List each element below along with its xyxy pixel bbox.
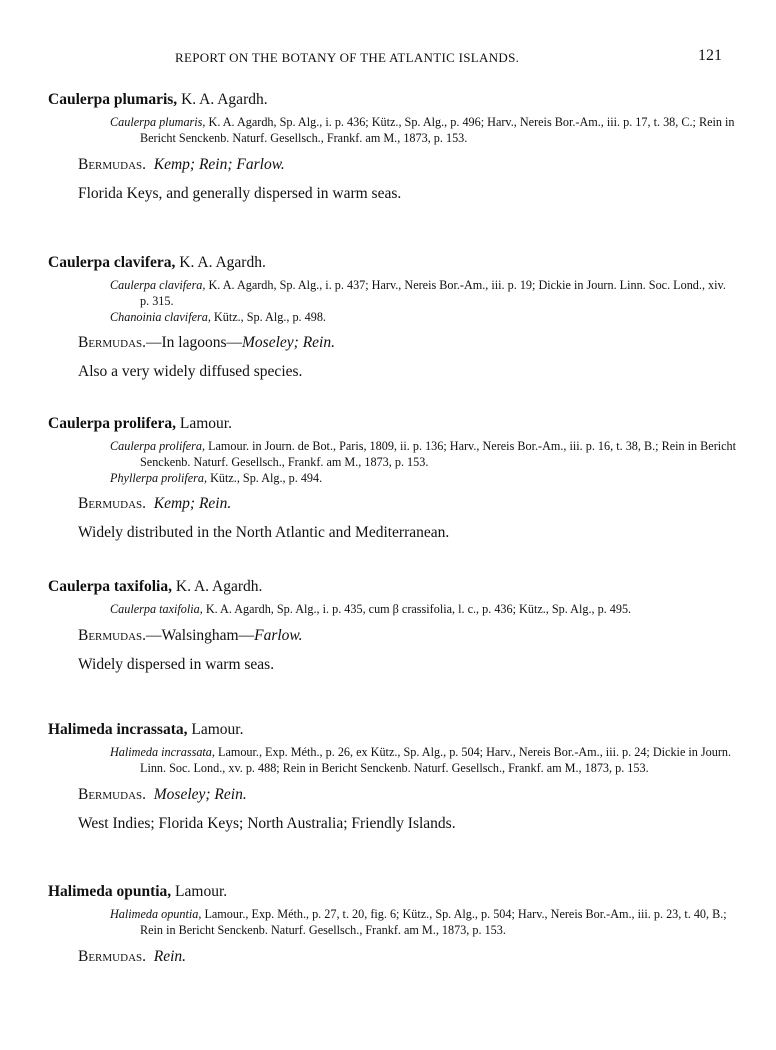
distribution: Widely dispersed in warm seas. [78,655,275,673]
locality-line [78,494,738,514]
locality-line [78,947,738,967]
locality-line [78,626,738,646]
reference-text: Lamour., Exp. Méth., p. 26, ex Kütz., Sp. Alg., p. 504; Harv., Nereis Bor.-Am., iii. p. 24; Dickie in Journ. Linn. Soc. Lond., xv. p. 488; Rein in Bericht Senckenb. Naturf. Gesellsch., Frankf. am M., 1873, p. 153. [140,745,732,775]
locality-place: Bermudas. [78,334,146,352]
species-authority: Lamour. [187,721,244,738]
reference-text: K. A. Agardh, Sp. Alg., i. p. 436; Kütz., Sp. Alg., p. 496; Harv., Nereis Bor.-Am., iii. p. 17, t. 38, C.; Rein in Bericht Senckenb. Naturf. Gesellsch., Frankf. am M., 1873, p. 153. [140,115,735,145]
species-name: Caulerpa plumaris, [48,91,178,108]
locality-place: Bermudas. [78,495,146,513]
locality-separator [146,156,154,173]
distribution: West Indies; Florida Keys; North Australia; Friendly Islands. [78,814,456,832]
reference-text: Kütz., Sp. Alg., p. 494. [207,470,323,485]
locality-place: Bermudas. [78,947,146,965]
reference [110,745,738,777]
species-entry [48,253,738,382]
species-entry [48,414,738,543]
reference-text: K. A. Agardh, Sp. Alg., i. p. 437; Harv., Nereis Bor.-Am., iii. p. 19; Dickie in Journ. Linn. Soc. Lond., xiv. p. 315. [140,278,726,308]
reference [110,439,738,471]
species-authority: Lamour. [176,415,232,432]
species-entry [48,720,738,834]
synonymy [110,115,738,147]
synonymy [110,745,738,777]
reference [110,470,738,487]
distribution: Also a very widely diffused species. [78,363,303,381]
locality-place: Bermudas. [78,626,146,644]
species-name: Caulerpa clavifera, [48,254,176,271]
locality-line [78,785,738,805]
running-head: REPORT ON THE BOTANY OF THE ATLANTIC ISLANDS. [175,50,520,65]
locality-collectors: Rein. [153,947,187,965]
locality-separator [146,948,154,965]
synonymy [110,602,738,618]
species-entry [48,90,738,204]
species-name: Caulerpa prolifera, [48,415,177,432]
reference-name: Caulerpa prolifera, [110,439,206,453]
distribution: Widely distributed in the North Atlantic and Mediterranean. [78,524,450,542]
synonymy [110,907,738,939]
reference [110,309,738,326]
locality-collectors: Farlow. [254,626,303,644]
reference-name: Halimeda incrassata, [110,745,215,759]
locality-separator [146,495,154,512]
species-entry [48,882,738,967]
page-number: 121 [698,47,722,64]
locality-collectors: Moseley; Rein. [242,334,335,352]
locality-line [78,155,738,175]
species-authority: K. A. Agardh. [175,254,266,271]
reference [110,602,738,618]
species-title [48,577,738,597]
locality-collectors: Kemp; Rein. [153,495,232,513]
species-entry [48,577,738,675]
species-title [48,414,738,434]
species-title [48,720,738,740]
reference-name: Halimeda opuntia, [110,907,202,921]
species-title [48,90,738,110]
reference-name: Caulerpa taxifolia, [110,602,203,616]
synonymy [110,439,738,486]
reference-text: K. A. Agardh, Sp. Alg., i. p. 435, cum β crassifolia, l. c., p. 436; Kütz., Sp. Alg., p. 495. [202,602,632,616]
reference-text: Kütz., Sp. Alg., p. 498. [210,309,326,324]
reference-text: Lamour. in Journ. de Bot., Paris, 1809, ii. p. 136; Harv., Nereis Bor.-Am., iii. p. 16, t. 38, B.; Rein in Bericht Senckenb. Naturf. Gesellsch., Frankf. am M., 1873, p. 153. [140,439,737,469]
locality-separator: —In lagoons— [146,334,243,352]
locality-place: Bermudas. [78,785,146,803]
species-name: Halimeda opuntia, [48,883,172,900]
locality-separator [146,786,154,803]
species-title [48,253,738,273]
locality-separator: —Walsingham— [146,626,255,644]
species-authority: Lamour. [171,883,228,900]
reference-name: Caulerpa plumaris, [110,115,206,129]
species-authority: K. A. Agardh. [177,91,268,108]
locality-place: Bermudas. [78,155,146,173]
distribution: Florida Keys, and generally dispersed in warm seas. [78,184,402,202]
reference-text: Lamour., Exp. Méth., p. 27, t. 20, fig. 6; Kütz., Sp. Alg., p. 504; Harv., Nereis Bor.-Am., iii. p. 23, t. 40, B.; Rein in Bericht Senckenb. Naturf. Gesellsch., Frankf. am M., 1873, p. 153. [140,907,727,937]
reference [110,907,738,939]
synonymy [110,278,738,325]
species-name: Halimeda incrassata, [48,721,188,738]
locality-line [78,333,738,353]
locality-collectors: Kemp; Rein; Farlow. [153,155,285,173]
reference [110,278,738,310]
reference-name: Chanoinia clavifera, [110,309,211,324]
locality-collectors: Moseley; Rein. [153,785,247,803]
species-name: Caulerpa taxifolia, [48,578,172,595]
reference-name: Phyllerpa prolifera, [110,470,208,485]
reference [110,115,738,147]
species-authority: K. A. Agardh. [172,578,263,595]
reference-name: Caulerpa clavifera, [110,278,206,292]
species-title [48,882,738,902]
